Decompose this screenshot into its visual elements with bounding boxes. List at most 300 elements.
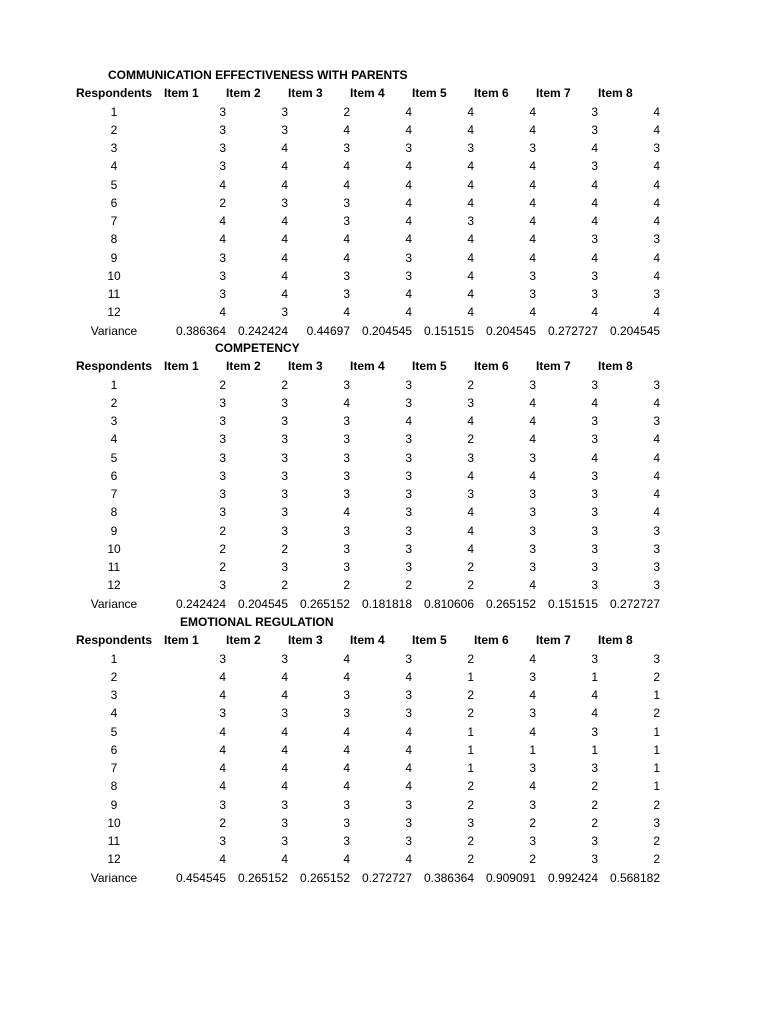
header-item-1: Item 1 <box>164 86 199 101</box>
item-score: 3 <box>591 232 598 247</box>
variance-value: 0.386364 <box>423 870 474 885</box>
respondent-number: 1 <box>110 104 118 119</box>
item-score: 3 <box>219 651 226 666</box>
item-score: 3 <box>219 834 226 848</box>
header-item-8: Item 8 <box>598 633 633 648</box>
table-header-row <box>0 84 768 102</box>
item-score: 4 <box>405 232 412 247</box>
respondent-number: 8 <box>110 505 118 520</box>
item-score: 3 <box>405 688 412 702</box>
header-respondents: Respondents <box>75 359 152 374</box>
item-score: 4 <box>653 432 660 447</box>
variance-value: 0.265152 <box>485 596 536 611</box>
item-score: 3 <box>281 560 288 574</box>
item-score: 3 <box>405 395 412 410</box>
item-score: 1 <box>591 742 598 757</box>
variance-value: 0.204545 <box>609 323 660 338</box>
item-score: 2 <box>653 797 660 812</box>
table-row <box>0 467 768 485</box>
respondent-number: 6 <box>110 742 118 757</box>
variance-value: 0.992424 <box>547 870 598 885</box>
item-score: 4 <box>653 468 660 483</box>
item-score: 3 <box>591 541 598 556</box>
item-score: 2 <box>467 852 474 867</box>
item-score: 3 <box>405 432 412 447</box>
item-score: 3 <box>529 669 536 684</box>
item-score: 4 <box>529 578 536 593</box>
header-item-8: Item 8 <box>598 359 633 374</box>
item-score: 4 <box>467 505 474 520</box>
item-score: 4 <box>343 779 350 794</box>
section-title: EMOTIONAL REGULATION <box>180 615 334 629</box>
item-score: 4 <box>467 250 474 265</box>
item-score: 3 <box>591 159 598 174</box>
variance-label: Variance <box>90 870 138 885</box>
item-score: 3 <box>281 815 288 830</box>
item-score: 3 <box>343 487 350 501</box>
variance-row <box>0 322 768 340</box>
item-score: 3 <box>219 141 226 155</box>
item-score: 4 <box>653 214 660 228</box>
table-row <box>0 249 768 267</box>
item-score: 3 <box>219 450 226 465</box>
item-score: 2 <box>653 834 660 848</box>
respondent-number: 7 <box>110 487 118 501</box>
item-score: 1 <box>467 724 474 739</box>
item-score: 4 <box>591 706 598 721</box>
header-item-7: Item 7 <box>536 633 571 648</box>
variance-value: 0.810606 <box>423 596 474 611</box>
variance-row <box>0 595 768 613</box>
item-score: 4 <box>653 395 660 410</box>
item-score: 4 <box>591 214 598 228</box>
item-score: 1 <box>653 761 660 775</box>
respondent-number: 5 <box>110 450 118 465</box>
header-item-6: Item 6 <box>474 359 509 374</box>
item-score: 3 <box>219 250 226 265</box>
table-row <box>0 741 768 759</box>
variance-value: 0.454545 <box>175 870 226 885</box>
item-score: 3 <box>591 104 598 119</box>
item-score: 4 <box>405 742 412 757</box>
item-score: 4 <box>467 468 474 483</box>
item-score: 4 <box>343 122 350 137</box>
item-score: 3 <box>281 797 288 812</box>
item-score: 4 <box>281 159 288 174</box>
respondent-number: 6 <box>110 195 118 210</box>
table-row <box>0 194 768 212</box>
item-score: 4 <box>591 177 598 192</box>
item-score: 4 <box>653 305 660 320</box>
item-score: 2 <box>467 432 474 447</box>
item-score: 4 <box>405 305 412 320</box>
item-score: 3 <box>281 834 288 848</box>
item-score: 3 <box>219 414 226 428</box>
item-score: 3 <box>653 414 660 428</box>
variance-value: 0.151515 <box>423 323 474 338</box>
item-score: 3 <box>281 395 288 410</box>
item-score: 3 <box>405 468 412 483</box>
item-score: 2 <box>219 560 226 574</box>
item-score: 4 <box>529 414 536 428</box>
item-score: 3 <box>653 523 660 538</box>
item-score: 3 <box>405 797 412 812</box>
item-score: 4 <box>219 742 226 757</box>
item-score: 3 <box>343 268 350 283</box>
table-row <box>0 668 768 686</box>
item-score: 3 <box>405 250 412 265</box>
header-item-3: Item 3 <box>288 359 323 374</box>
table-row <box>0 522 768 540</box>
item-score: 3 <box>343 214 350 228</box>
header-item-8: Item 8 <box>598 86 633 101</box>
header-item-3: Item 3 <box>288 86 323 101</box>
item-score: 3 <box>281 305 288 320</box>
item-score: 4 <box>529 250 536 265</box>
item-score: 3 <box>343 468 350 483</box>
variance-value: 0.151515 <box>547 596 598 611</box>
item-score: 3 <box>281 468 288 483</box>
item-score: 3 <box>529 541 536 556</box>
item-score: 4 <box>343 651 350 666</box>
table-row <box>0 412 768 430</box>
respondent-number: 6 <box>110 468 118 483</box>
item-score: 4 <box>529 232 536 247</box>
item-score: 3 <box>343 560 350 574</box>
item-score: 3 <box>343 523 350 538</box>
item-score: 1 <box>529 742 536 757</box>
item-score: 4 <box>219 724 226 739</box>
item-score: 4 <box>343 761 350 775</box>
item-score: 4 <box>405 724 412 739</box>
table-row <box>0 267 768 285</box>
table-row <box>0 430 768 448</box>
item-score: 3 <box>219 432 226 447</box>
respondent-number: 12 <box>107 578 121 593</box>
item-score: 3 <box>281 523 288 538</box>
item-score: 4 <box>281 232 288 247</box>
item-score: 4 <box>405 779 412 794</box>
item-score: 4 <box>219 852 226 867</box>
table-row <box>0 850 768 868</box>
item-score: 3 <box>467 395 474 410</box>
item-score: 2 <box>219 815 226 830</box>
item-score: 4 <box>529 468 536 483</box>
item-score: 3 <box>405 834 412 848</box>
item-score: 4 <box>467 541 474 556</box>
respondent-number: 11 <box>107 834 121 848</box>
item-score: 3 <box>219 122 226 137</box>
item-score: 3 <box>405 141 412 155</box>
item-score: 4 <box>467 195 474 210</box>
item-score: 2 <box>343 104 350 119</box>
item-score: 3 <box>219 578 226 593</box>
item-score: 2 <box>529 852 536 867</box>
table-row <box>0 723 768 741</box>
header-item-2: Item 2 <box>226 359 261 374</box>
item-score: 4 <box>219 779 226 794</box>
item-score: 4 <box>529 651 536 666</box>
respondent-number: 7 <box>110 761 118 775</box>
item-score: 4 <box>219 177 226 192</box>
item-score: 3 <box>219 104 226 119</box>
variance-row <box>0 869 768 887</box>
item-score: 3 <box>343 450 350 465</box>
item-score: 2 <box>467 578 474 593</box>
item-score: 3 <box>529 797 536 812</box>
item-score: 2 <box>219 377 226 392</box>
item-score: 3 <box>281 505 288 520</box>
item-score: 4 <box>467 523 474 538</box>
item-score: 2 <box>591 779 598 794</box>
respondent-number: 10 <box>107 541 121 556</box>
item-score: 4 <box>281 742 288 757</box>
item-score: 3 <box>591 761 598 775</box>
item-score: 2 <box>591 797 598 812</box>
table-row <box>0 230 768 248</box>
item-score: 4 <box>467 414 474 428</box>
item-score: 4 <box>529 159 536 174</box>
table-row <box>0 576 768 594</box>
item-score: 4 <box>219 688 226 702</box>
table-row <box>0 139 768 157</box>
table-row <box>0 303 768 321</box>
item-score: 4 <box>281 852 288 867</box>
item-score: 4 <box>467 232 474 247</box>
header-item-4: Item 4 <box>350 359 385 374</box>
item-score: 3 <box>591 651 598 666</box>
item-score: 3 <box>343 541 350 556</box>
item-score: 3 <box>653 815 660 830</box>
item-score: 2 <box>281 578 288 593</box>
respondent-number: 12 <box>107 305 121 320</box>
item-score: 2 <box>219 195 226 210</box>
item-score: 2 <box>219 523 226 538</box>
header-item-5: Item 5 <box>412 359 447 374</box>
item-score: 4 <box>343 305 350 320</box>
item-score: 1 <box>653 688 660 702</box>
table-row <box>0 176 768 194</box>
item-score: 4 <box>653 159 660 174</box>
respondent-number: 10 <box>107 268 121 283</box>
item-score: 2 <box>653 852 660 867</box>
item-score: 4 <box>281 724 288 739</box>
item-score: 3 <box>591 287 598 301</box>
table-row <box>0 157 768 175</box>
item-score: 4 <box>529 122 536 137</box>
item-score: 4 <box>343 852 350 867</box>
item-score: 4 <box>281 688 288 702</box>
item-score: 3 <box>591 487 598 501</box>
item-score: 3 <box>653 541 660 556</box>
item-score: 4 <box>653 505 660 520</box>
item-score: 3 <box>529 377 536 392</box>
variance-value: 0.272727 <box>361 870 412 885</box>
table-row <box>0 814 768 832</box>
item-score: 4 <box>343 742 350 757</box>
item-score: 3 <box>281 651 288 666</box>
header-item-5: Item 5 <box>412 86 447 101</box>
item-score: 2 <box>467 560 474 574</box>
variance-value: 0.242424 <box>175 596 226 611</box>
item-score: 4 <box>529 779 536 794</box>
item-score: 3 <box>653 287 660 301</box>
item-score: 4 <box>281 779 288 794</box>
item-score: 2 <box>529 815 536 830</box>
table-row <box>0 704 768 722</box>
item-score: 4 <box>591 250 598 265</box>
table-row <box>0 796 768 814</box>
item-score: 3 <box>405 815 412 830</box>
item-score: 4 <box>405 852 412 867</box>
item-score: 4 <box>529 432 536 447</box>
item-score: 4 <box>219 761 226 775</box>
item-score: 3 <box>219 468 226 483</box>
respondent-number: 9 <box>110 250 118 265</box>
item-score: 3 <box>591 122 598 137</box>
table-row <box>0 777 768 795</box>
respondent-number: 4 <box>110 706 118 721</box>
item-score: 2 <box>653 669 660 684</box>
item-score: 3 <box>405 560 412 574</box>
item-score: 3 <box>591 560 598 574</box>
item-score: 3 <box>281 104 288 119</box>
section-title: COMMUNICATION EFFECTIVENESS WITH PARENTS <box>108 68 408 82</box>
respondent-number: 9 <box>110 523 118 538</box>
variance-value: 0.386364 <box>175 323 226 338</box>
item-score: 3 <box>653 651 660 666</box>
item-score: 3 <box>219 487 226 501</box>
item-score: 3 <box>467 450 474 465</box>
item-score: 3 <box>653 141 660 155</box>
item-score: 3 <box>591 505 598 520</box>
item-score: 4 <box>281 268 288 283</box>
item-score: 4 <box>467 122 474 137</box>
respondent-number: 11 <box>107 287 121 301</box>
item-score: 3 <box>343 414 350 428</box>
variance-value: 0.265152 <box>299 596 350 611</box>
respondent-number: 8 <box>110 779 118 794</box>
item-score: 4 <box>591 195 598 210</box>
item-score: 4 <box>591 688 598 702</box>
header-item-4: Item 4 <box>350 86 385 101</box>
item-score: 4 <box>529 305 536 320</box>
item-score: 4 <box>467 268 474 283</box>
item-score: 3 <box>653 578 660 593</box>
variance-value: 0.265152 <box>237 870 288 885</box>
item-score: 3 <box>343 195 350 210</box>
item-score: 3 <box>343 706 350 721</box>
respondent-number: 3 <box>110 141 118 155</box>
item-score: 4 <box>467 177 474 192</box>
item-score: 4 <box>467 287 474 301</box>
item-score: 3 <box>343 141 350 155</box>
item-score: 4 <box>343 159 350 174</box>
respondent-number: 7 <box>110 214 118 228</box>
item-score: 3 <box>405 523 412 538</box>
item-score: 3 <box>219 706 226 721</box>
item-score: 4 <box>281 761 288 775</box>
table-row <box>0 285 768 303</box>
item-score: 4 <box>529 214 536 228</box>
item-score: 3 <box>219 797 226 812</box>
item-score: 3 <box>281 487 288 501</box>
item-score: 3 <box>405 450 412 465</box>
item-score: 4 <box>281 177 288 192</box>
variance-value: 0.909091 <box>485 870 536 885</box>
item-score: 3 <box>219 268 226 283</box>
item-score: 4 <box>405 214 412 228</box>
item-score: 4 <box>343 232 350 247</box>
header-item-5: Item 5 <box>412 633 447 648</box>
item-score: 4 <box>281 250 288 265</box>
item-score: 4 <box>653 104 660 119</box>
header-item-1: Item 1 <box>164 633 199 648</box>
item-score: 3 <box>405 377 412 392</box>
item-score: 3 <box>529 523 536 538</box>
item-score: 3 <box>343 797 350 812</box>
item-score: 4 <box>529 104 536 119</box>
header-item-7: Item 7 <box>536 359 571 374</box>
item-score: 3 <box>529 487 536 501</box>
item-score: 4 <box>467 104 474 119</box>
item-score: 3 <box>281 195 288 210</box>
respondent-number: 4 <box>110 432 118 447</box>
item-score: 3 <box>591 852 598 867</box>
item-score: 3 <box>529 834 536 848</box>
respondent-number: 10 <box>107 815 121 830</box>
item-score: 3 <box>591 268 598 283</box>
item-score: 3 <box>467 141 474 155</box>
item-score: 4 <box>281 214 288 228</box>
section-title: COMPETENCY <box>215 341 300 355</box>
respondent-number: 2 <box>110 122 118 137</box>
table-row <box>0 376 768 394</box>
variance-value: 0.44697 <box>306 323 350 338</box>
item-score: 3 <box>405 487 412 501</box>
item-score: 1 <box>653 742 660 757</box>
respondent-number: 11 <box>107 560 121 574</box>
item-score: 3 <box>405 706 412 721</box>
table-row <box>0 485 768 503</box>
variance-value: 0.204545 <box>485 323 536 338</box>
item-score: 2 <box>591 815 598 830</box>
item-score: 4 <box>405 761 412 775</box>
item-score: 4 <box>281 669 288 684</box>
respondent-number: 5 <box>110 724 118 739</box>
item-score: 3 <box>591 468 598 483</box>
item-score: 3 <box>653 232 660 247</box>
item-score: 3 <box>343 834 350 848</box>
item-score: 3 <box>529 141 536 155</box>
header-item-6: Item 6 <box>474 633 509 648</box>
item-score: 2 <box>467 834 474 848</box>
item-score: 4 <box>653 250 660 265</box>
item-score: 3 <box>405 651 412 666</box>
item-score: 3 <box>529 505 536 520</box>
header-item-3: Item 3 <box>288 633 323 648</box>
respondent-number: 12 <box>107 852 121 867</box>
table-row <box>0 650 768 668</box>
item-score: 2 <box>467 377 474 392</box>
table-row <box>0 103 768 121</box>
item-score: 4 <box>591 450 598 465</box>
table-header-row <box>0 631 768 649</box>
item-score: 3 <box>405 505 412 520</box>
header-respondents: Respondents <box>75 86 152 101</box>
item-score: 3 <box>529 268 536 283</box>
item-score: 4 <box>529 724 536 739</box>
